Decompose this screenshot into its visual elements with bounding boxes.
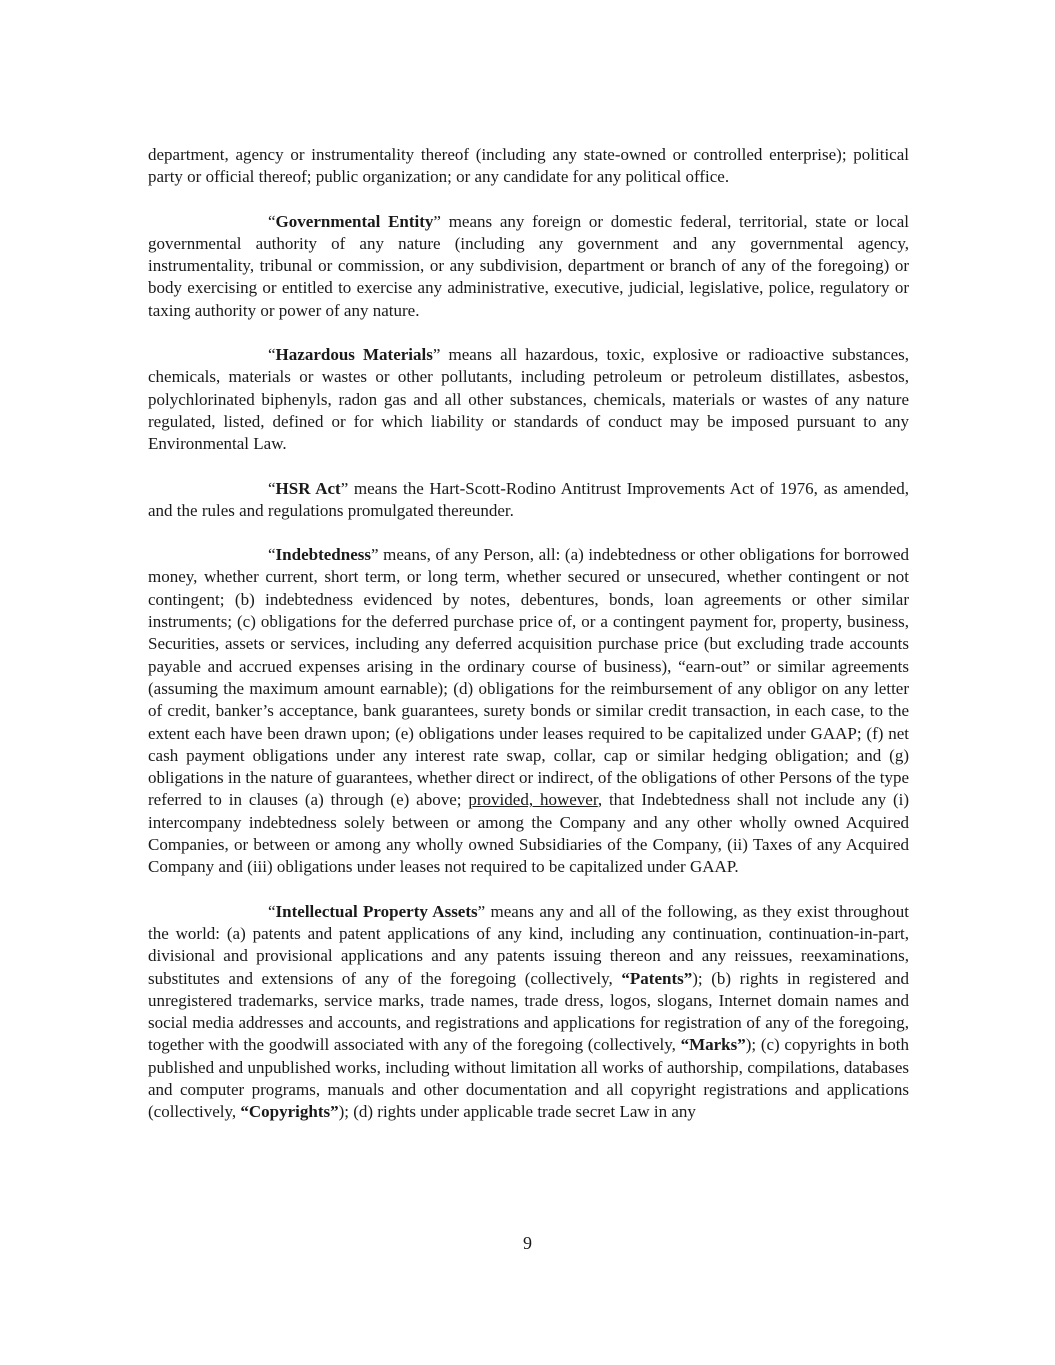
open-quote: “: [268, 545, 276, 565]
definition-governmental-entity: [148, 211, 909, 322]
definition-body: means any and all of the following, as they exist throughout the world: (a) patents and patent applications of any kind, including any continuation, continuation-in-part, divisional and provisional applications and any patents issuing thereon and any reissues, reexaminations, substitutes and extensions of any of the foregoing (collectively,: [148, 901, 910, 988]
close-quote: ”: [340, 478, 349, 498]
definition-body-continued: ); (d) rights under applicable trade secret Law in any: [338, 1102, 696, 1122]
opening-paragraph: department, agency or instrumentality thereof (including any state-owned or controlled enterprise); political party or official thereof; public organization; or any candidate for any political office.: [148, 145, 909, 187]
close-quote: ”: [433, 211, 441, 231]
open-quote: “: [268, 211, 276, 231]
definition-body-continued: ); (c) copyrights in both published and unpublished works, including without limitation all works of authorship, compilations, databases and computer programs, manuals and other documentation and all copyright registrations and applications (collectively,: [148, 1035, 910, 1122]
proviso-underlined: provided, however: [468, 790, 598, 810]
definition-hsr-act: [148, 478, 909, 523]
close-quote: ”: [432, 345, 441, 365]
definition-body: means the Hart-Scott-Rodino Antitrust Improvements Act of 1976, as amended, and the rules and regulations promulgated thereunder.: [148, 478, 910, 520]
open-quote: “: [268, 478, 276, 498]
defined-term: Indebtedness: [275, 545, 371, 565]
close-quote: ”: [477, 901, 486, 921]
page-number: 9: [523, 1233, 532, 1253]
definition-body-continued: ); (b) rights in registered and unregistered trademarks, service marks, trade names, trade dress, logos, slogans, Internet domain names and social media addresses and accounts, and registrations and applications for registration of any of the foregoing, together with the goodwill associated with any of the foregoing (collectively,: [148, 968, 909, 1055]
definition-intellectual-property-assets: [148, 901, 909, 1124]
definition-body: means any foreign or domestic federal, territorial, state or local governmental authority of any nature (including any government and any governmental agency, instrumentality, tribunal or commission, or any subdivision, department or branch of any of the foregoing) or body exercising or entitled to exercise any administrative, executive, judicial, legislative, police, regulatory or taxing authority or power of any nature.: [148, 211, 909, 320]
document-page: [148, 144, 909, 1146]
open-quote: “: [268, 901, 276, 921]
defined-term: HSR Act: [275, 478, 341, 498]
sub-term-marks: “Marks”: [680, 1035, 746, 1055]
definition-body: means all hazardous, toxic, explosive or radioactive substances, chemicals, materials or wastes or other pollutants, including petroleum or petroleum distillates, asbestos, polychlorinated biphenyls, radon gas and all other substances, chemicals, materials or wastes of any nature regulated, listed, defined or for which liability or standards of conduct may be imposed pursuant to any Environmental Law.: [148, 345, 910, 454]
definition-body: means, of any Person, all: (a) indebtedness or other obligations for borrowed money, whether current, short term, or long term, whether secured or unsecured, whether contingent or not contingent; (b) indebtedness evidenced by notes, debentures, bonds, loan agreements or other similar instruments; (c) obligations for the deferred purchase price of, or a contingent payment for, property, business, Securities, assets or services, including any deferred acquisition purchase price (but excluding trade accounts payable and accrued expenses arising in the ordinary course of business), “earn-out” or similar agreements (assuming the maximum amount earnable); (d) obligations for the reimbursement of any obligor on any letter of credit, banker’s acceptance, bank guarantees, surety bonds or similar credit transaction, in each case, to the extent each have been drawn upon; (e) obligations under leases required to be capitalized under GAAP; (f) net cash payment obligations under any interest rate swap, collar, cap or similar hedging obligation; and (g) obligations in the nature of guarantees, whether direct or indirect, of the obligations of other Persons of the type referred to in clauses (a) through (e) above;: [148, 545, 909, 810]
definition-hazardous-materials: [148, 344, 909, 455]
definition-body-continued: , that Indebtedness shall not include any (i) intercompany indebtedness solely between or among the Company and any other wholly owned Acquired Companies, or between or among any wholly owned Subsidiaries of the Company, (ii) Taxes of any Acquired Company and (iii) obligations under leases not required to be capitalized under GAAP.: [148, 790, 909, 877]
definition-indebtedness: [148, 544, 909, 878]
sub-term-copyrights: “Copyrights”: [240, 1102, 339, 1122]
defined-term: Hazardous Materials: [275, 345, 433, 365]
sub-term-patents: “Patents”: [621, 968, 693, 988]
open-quote: “: [268, 345, 276, 365]
close-quote: ”: [370, 545, 379, 565]
defined-term: Governmental Entity: [275, 211, 434, 231]
defined-term: Intellectual Property Assets: [275, 901, 478, 921]
